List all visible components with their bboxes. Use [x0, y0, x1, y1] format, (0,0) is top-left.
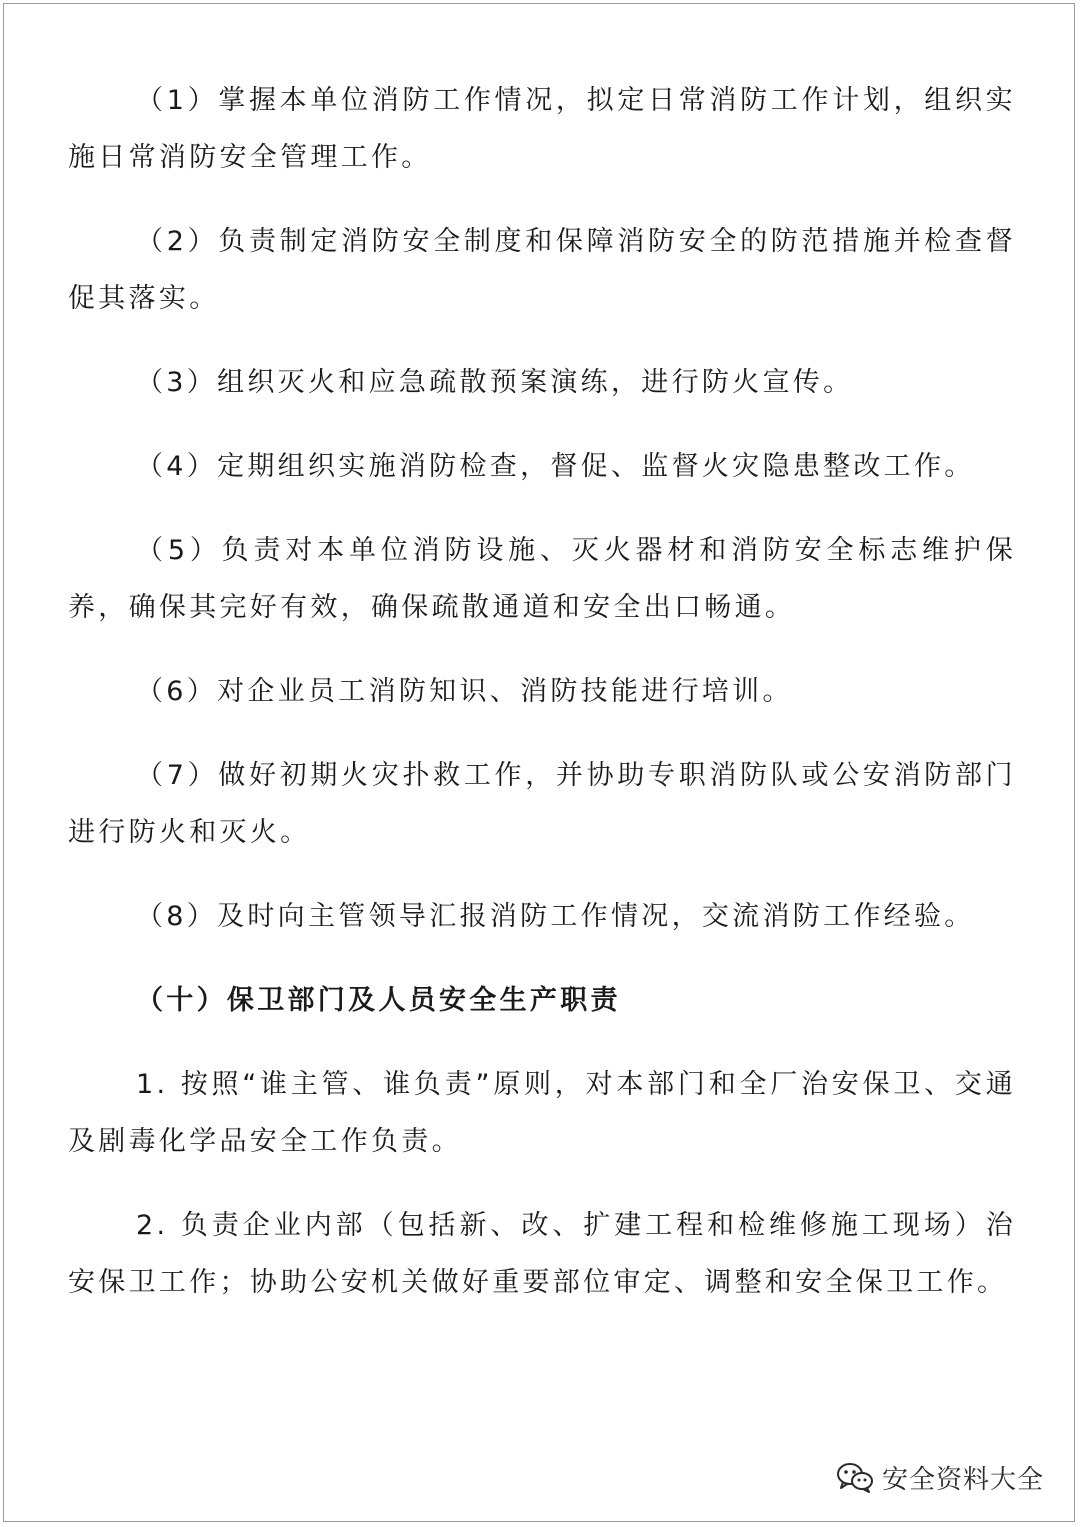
watermark: [836, 1455, 1044, 1499]
wechat-icon: [836, 1461, 874, 1493]
duty-item-6: （6）对企业员工消防知识、消防技能进行培训。: [136, 676, 793, 707]
security-duty-2: 2. 负责企业内部（包括新、改、扩建工程和检维修施工现场）治安保卫工作；协助公安机关做好重要部位审定、调整和安全保卫工作。: [68, 1210, 1016, 1298]
section-heading: （十）保卫部门及人员安全生产职责: [136, 985, 621, 1016]
duty-item-8: （8）及时向主管领导汇报消防工作情况，交流消防工作经验。: [136, 901, 975, 932]
duty-item-4: （4）定期组织实施消防检查，督促、监督火灾隐患整改工作。: [136, 451, 975, 482]
duty-item-2: （2）负责制定消防安全制度和保障消防安全的防范措施并检查督促其落实。: [68, 226, 1016, 314]
duty-item-3: （3）组织灭火和应急疏散预案演练，进行防火宣传。: [136, 367, 854, 398]
duty-item-7: （7）做好初期火灾扑救工作，并协助专职消防队或公安消防部门进行防火和灭火。: [68, 760, 1016, 848]
duty-item-1: （1）掌握本单位消防工作情况，拟定日常消防工作计划，组织实施日常消防安全管理工作。: [68, 85, 1016, 173]
document-body: [68, 72, 1016, 1338]
duty-item-5: （5）负责对本单位消防设施、灭火器材和消防安全标志维护保养，确保其完好有效，确保疏散通道和安全出口畅通。: [68, 535, 1016, 623]
security-duty-1: 1. 按照“谁主管、谁负责”原则，对本部门和全厂治安保卫、交通及剧毒化学品安全工作负责。: [68, 1069, 1016, 1157]
watermark-text: 安全资料大全: [881, 1464, 1044, 1495]
